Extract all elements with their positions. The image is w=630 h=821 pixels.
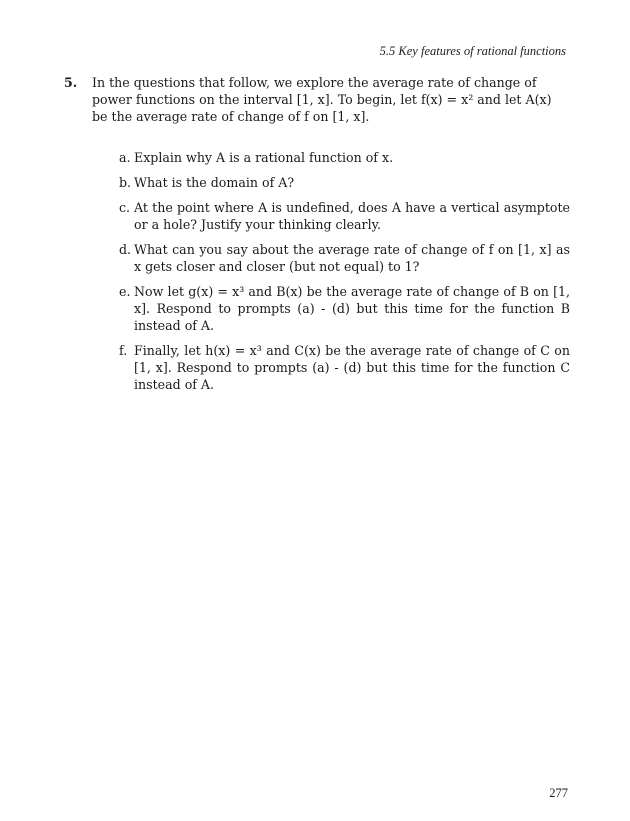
part-label: e. [119,284,131,299]
running-header: 5.5 Key features of rational functions [379,44,566,58]
part-text: What is the domain of A? [134,175,295,190]
part-label: f. [119,343,128,358]
problem-intro: In the questions that follow, we explore the average rate of change of power functions on the interval [1, x]. To begin, let f(x) = x² and let A(x) be the average rate of change of f on [1, x]. [92,75,552,124]
part-label: c. [119,200,131,215]
part-text: Now let g(x) = x³ and B(x) be the average rate of change of B on [1, x]. Respond to prompts (a) - (d) but this time for the function B instead of A. [134,284,570,333]
problem-part-c [119,199,570,233]
problem-part-d [119,241,570,275]
problem-part-a [119,149,570,166]
part-text: What can you say about the average rate of change of f on [1, x] as x gets closer and closer (but not equal) to 1? [134,242,570,274]
problem-number: 5. [64,75,78,90]
part-label: d. [119,242,132,257]
part-label: a. [119,150,131,165]
problem-block [64,74,570,401]
problem-part-f [119,342,570,393]
part-text: Explain why A is a rational function of x. [134,150,394,165]
problem-parts-list [92,149,570,393]
page-number: 277 [549,786,568,800]
problem-part-b [119,174,570,191]
problem-part-e [119,283,570,334]
part-text: Finally, let h(x) = x³ and C(x) be the average rate of change of C on [1, x]. Respond to prompts (a) - (d) but this time for the function C instead of A. [134,343,570,392]
part-text: At the point where A is undefined, does A have a vertical asymptote or a hole? Justify your thinking clearly. [134,200,570,232]
part-label: b. [119,175,132,190]
